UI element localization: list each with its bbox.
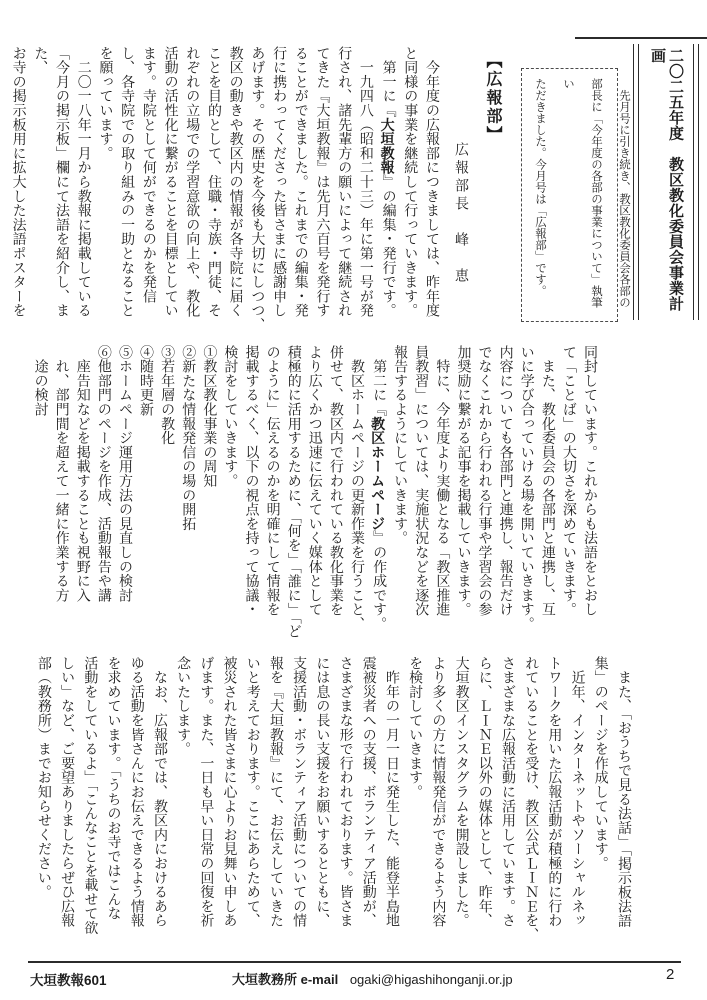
text-line: 二〇一八年一月から教報に掲載している — [75, 46, 91, 318]
body-band-2 — [30, 345, 600, 647]
text-line: また、「おうちで見る法話」「掲示板法語 — [616, 656, 631, 928]
text-line: 昨年の一月一日に発生した、能登半島地 — [383, 656, 399, 928]
text-line: ②新たな情報発信の場の開拓 — [180, 345, 196, 531]
text-line: 行され、諸先輩方の願いによって継続され — [336, 46, 352, 318]
text-line: 内容についても各部門と連携し、報告だけ — [497, 345, 513, 617]
text-line: あげます。その歴史を今後も大切にしつつ、 — [249, 46, 265, 332]
text-line: 教区の動きや教区内の情報が各寺院に届く — [227, 46, 243, 318]
text-line: ⑥他部門のページを作成、活動報告や講 — [95, 345, 111, 603]
text-line: て「ことば」の大切さを深めていきます。 — [560, 345, 576, 617]
text-line: には息の長い支援をお願いするとともに、 — [314, 656, 330, 928]
body-band-1 — [10, 46, 442, 344]
text-line: しい」など、ご要望ありましたらぜひ広報 — [59, 656, 75, 928]
text-line: 検討をしていきます。 — [222, 345, 238, 488]
text-line: ①教区教化事業の周知 — [201, 345, 217, 488]
text-line: ④随時更新 — [138, 345, 154, 417]
text-line: を願っています。 — [97, 46, 113, 161]
page-title-inner-frame — [638, 44, 694, 320]
text-line: 被災された皆さまに心よりお見舞い申しあ — [221, 656, 237, 928]
text-line: 近年、インターネットやソーシャルネッ — [569, 656, 585, 928]
text-line: 集」のページを作成しています。 — [592, 656, 608, 871]
text-line: 教区ホームページの更新作業を行うこと、 — [348, 345, 364, 631]
text-line: トワークを用いた広報活動が積極的に行わ — [546, 656, 562, 928]
text-line: 掲載するべく、以下の視点を持って協議・ — [243, 345, 259, 617]
text-line: らに、ＬＩＮＥ以外の媒体として、昨年、 — [476, 656, 492, 928]
text-line: げます。また、一日も早い日常の回復を祈 — [198, 656, 214, 928]
text-line: ることができました。これまでの編集・発 — [292, 46, 308, 318]
text-line: より広くかつ迅速に伝えていく媒体として — [306, 345, 322, 617]
page-title-frame — [633, 44, 699, 320]
text-line: 震被災者への支援、ボランティア活動が、 — [360, 656, 376, 928]
section-heading: 【広報部】 — [484, 52, 501, 145]
text-line: 支援活動・ボランティア活動についての情 — [291, 656, 307, 928]
author-name: 広報部長 峰 恵 — [453, 142, 468, 286]
text-line: 同封しています。これからも法語をとおし — [582, 345, 597, 617]
text-line: 念いたします。 — [175, 656, 191, 757]
text-line: ⑤ホームページ運用方法の見直しの検討 — [116, 345, 132, 603]
text-line: 報を『大垣教報』にて、お伝えしていきた — [267, 656, 283, 928]
text-line: さまざまな形で行われております。皆さま — [337, 656, 353, 928]
footer-rule — [28, 961, 681, 963]
text-line: 加奨励に繋がる記事を掲載していきます。 — [455, 345, 471, 617]
text-line: 併せて、教区内で行われている教化事業を — [327, 345, 343, 617]
text-line: を求めています。「うちのお寺ではこんな — [105, 656, 121, 921]
text-line: また、教化委員会の各部門と連携し、互 — [539, 345, 555, 617]
text-line: 「今月の掲示板」欄にて法語を紹介し、また、 — [32, 46, 70, 318]
text-line: てきた『大垣教報』は先月六百号を発行す — [314, 46, 330, 318]
text-line: 今年度の広報部につきましては、昨年度 — [424, 46, 439, 318]
text-line: より多くの方に情報発信ができるよう内容 — [430, 656, 446, 928]
text-line: 員教習」については、実施状況などを逐次 — [413, 345, 429, 617]
header-rule — [575, 37, 707, 39]
footer-issue-number: 大垣教報601 — [30, 973, 107, 988]
text-line: いに学び合っていける場を開いていきます。 — [518, 345, 534, 631]
text-line: さまざまな広報活動に活用しています。さ — [499, 656, 515, 928]
text-line: 一九四八（昭和二十三）年に第一号が発 — [357, 46, 373, 318]
text-line: れぞれの立場での学習意欲の向上や、教化 — [184, 46, 200, 318]
editor-note-box — [521, 68, 630, 322]
text-line: いと考えております。ここにあらためて、 — [244, 656, 260, 928]
text-line: 行に携わってくださった皆さまに感謝申し — [271, 46, 287, 318]
text-line: 報告するようにしていきます。 — [392, 345, 408, 546]
text-line: のように」伝えるのかを明確にして情報を — [264, 345, 280, 617]
text-line: と同様の事業を継続して行っていきます。 — [402, 46, 418, 318]
text-line: 先月号に引き続き、教区教化委員会各部の — [618, 78, 630, 308]
text-line: 特に、今年度より実働となる「教区推進 — [434, 345, 450, 617]
body-band-3 — [30, 656, 635, 956]
text-line: を検討していきます。 — [407, 656, 423, 799]
text-line: ことを目的として、住職・寺族・門徒、そ — [205, 46, 221, 318]
text-line: し、各寺院での取り組みの一助となること — [119, 46, 135, 318]
page-number: 2 — [666, 966, 675, 983]
text-line: でなくこれから行われる行事や学習会の参 — [476, 345, 492, 617]
footer-email: ogaki@higashihonganji.or.jp — [349, 972, 513, 987]
footer-office-label: 大垣教務所 e-mail — [232, 972, 339, 987]
footer-contact — [232, 969, 513, 988]
text-line: ゆる活動を皆さんにお伝えできるよう情報 — [128, 656, 144, 928]
text-line: ③若年層の教化 — [159, 345, 175, 446]
text-line: ただきました。今月号は「広報部」です。 — [534, 78, 546, 297]
text-line: ます。寺院として何ができるのかを発信 — [140, 46, 156, 304]
text-line: 活動をしているよ」「こんなことを載せて欲 — [82, 656, 98, 935]
page-title: 二〇二五年度 教区教化委員会事業計画 — [649, 48, 684, 312]
text-line: なお、広報部では、教区内におけるあら — [151, 656, 167, 928]
text-line: 大垣教区インスタグラムを開設しました。 — [453, 656, 469, 928]
text-line: れ、部門間を超えて一緒に作業する方 — [53, 345, 69, 603]
text-line: 途の検討 — [32, 345, 48, 417]
text-line: れていることを受け、教区公式ＬＩＮＥを、 — [523, 656, 539, 942]
text-line: 第二に『教区ホームページ』の作成です。 — [370, 345, 387, 632]
text-line: 部（教務所）までお知らせください。 — [35, 656, 51, 900]
text-line: 積極的に活用するために、「何を」「誰に」「ど — [285, 345, 301, 639]
text-line: 部長に「今年度の各部の事業について」執筆い — [562, 78, 602, 308]
editor-note-text — [526, 78, 638, 315]
text-line: 第一に『大垣教報』の編集・発行です。 — [379, 46, 396, 318]
text-line: お寺の掲示板用に拡大した法語ポスターを — [10, 46, 26, 318]
text-line: 活動の活性化に繋がることを目標としてい — [162, 46, 178, 318]
text-line: 座告知などを掲載することも視野に入 — [74, 345, 90, 603]
